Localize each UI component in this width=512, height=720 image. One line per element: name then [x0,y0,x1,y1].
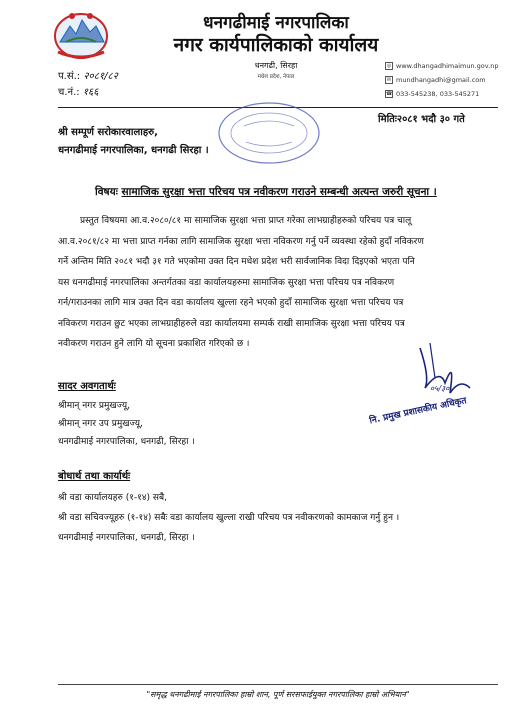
phone-icon: ☎ [386,91,393,97]
body-line: नवीकरण गराउन हुने लागि यो सूचना प्रकाशित गरिएको छ । [58,339,250,349]
sadar-heading: सादर अवगतार्थः [58,381,116,392]
website-text: www.dhangadhimaimun.gov.np [396,62,499,70]
signature-designation: नि. प्रमुख प्रशासकीय अधिकृत [368,396,468,427]
recipient-line-2: धनगढीमाई नगरपालिका, धनगढी सिरहा । [58,145,209,156]
website-contact [385,62,498,70]
office-location: धनगढी, सिरहा [254,61,298,70]
ref-number [58,68,118,82]
bodhartha-item: श्री वडा सचिवज्यूहरु (१-१४) सबैः वडा कार्यालय खुल्ला राखी परिचय पत्र नवीकरणको कामकाज गर्नु हुन । [58,513,400,523]
body-paragraph [58,211,498,355]
recipient-line-1: श्री सम्पूर्ण सरोकारवालाहरु, [58,127,158,138]
ref-number-value: २०८१/८२ [83,71,118,82]
sadar-item: श्रीमान् नगर उप प्रमुखज्यू, [58,419,143,429]
office-name: नगर कार्यपालिकाको कार्यालय [173,34,379,56]
body-line: नविकरण गराउन छुट भएका लाभग्राहीहरुले वडा कार्यालयमा सम्पर्क राखी सामाजिक सुरक्षा भत्ता परिचय पत्र [58,318,405,329]
body-line: गर्न/गराउनका लागि मात्र उक्त दिन वडा कार्यालय खुल्ला रहने भएको हुदाँ सामाजिक सुरक्षा भत्ता परिचय पत्र [58,298,404,308]
bodhartha-item: श्री वडा कार्यालयहरु (१-१४) सबै, [58,493,167,503]
body-line: प्रस्तुत विषयमा आ.व.२०८०/८१ मा सामाजिक सुरक्षा भत्ता प्राप्त गरेका लाभग्राहीहरुको परिचय पत्र चालू [80,216,412,226]
bodhartha-heading: बोधार्थ तथा कार्यार्थः [58,471,131,482]
email-text: mundhangadhi@gmail.com [396,76,486,84]
office-stamp-icon [214,98,324,168]
bodhartha-item: धनगढीमाई नगरपालिका, धनगढी, सिरहा । [58,533,195,543]
phone-text: 033-545238, 033-545271 [396,90,480,98]
phone-contact [385,90,479,98]
mail-icon: ✉ [386,77,392,83]
signature-date: ०५/३० [430,384,450,393]
letter-date: मितिः२०८१ भदौ ३० गते [378,114,465,125]
municipality-name: धनगढीमाई नगरपालिका [203,13,349,33]
dispatch-number [58,84,98,98]
body-line: गर्ने अन्तिम मिति २०८१ भदौ ३१ गते भएकोमा उक्त दिन मधेश प्रदेश भरी सार्वजानिक विदा दिइएको भएता पनि [58,257,415,267]
subject-line [95,185,437,199]
dispatch-number-label: च.नं.: [58,87,80,98]
sadar-item: धनगढीमाई नगरपालिका, धनगढी, सिरहा । [58,437,195,447]
ref-number-label: प.सं.: [58,71,81,82]
dispatch-number-value: १६६ [82,87,99,98]
footer-slogan: "समृद्ध धनगढीमाई नगरपालिका हाम्रो शान, पूर्ण सरसफाईयुक्त नगरपालिका हाम्रो अभियान" [58,684,498,700]
subject-text: सामाजिक सुरक्षा भत्ता परिचय पत्र नवीकरण गराउने सम्बन्धी अत्यन्त जरुरी सूचना । [121,186,437,198]
office-province: मधेश प्रदेश, नेपाल [257,74,295,80]
subject-label: विषयः [95,186,118,198]
globe-icon: ◎ [386,63,392,69]
body-line: आ.व.२०८१/८२ मा भत्ता प्राप्त गर्नका लागि सामाजिक सुरक्षा भत्ता नविकरण गर्नु पर्ने व्यवस्था रहेको हुदाँ नविकरण [58,236,424,247]
sadar-item: श्रीमान् नगर प्रमुखज्यू, [58,401,130,411]
email-contact [385,76,486,84]
body-line: यस धनगढीमाई नगरपालिका अन्तर्गतका वडा कार्यालयहरुमा सामाजिक सुरक्षा भत्ता परिचय पत्र नविकरण [58,277,395,288]
